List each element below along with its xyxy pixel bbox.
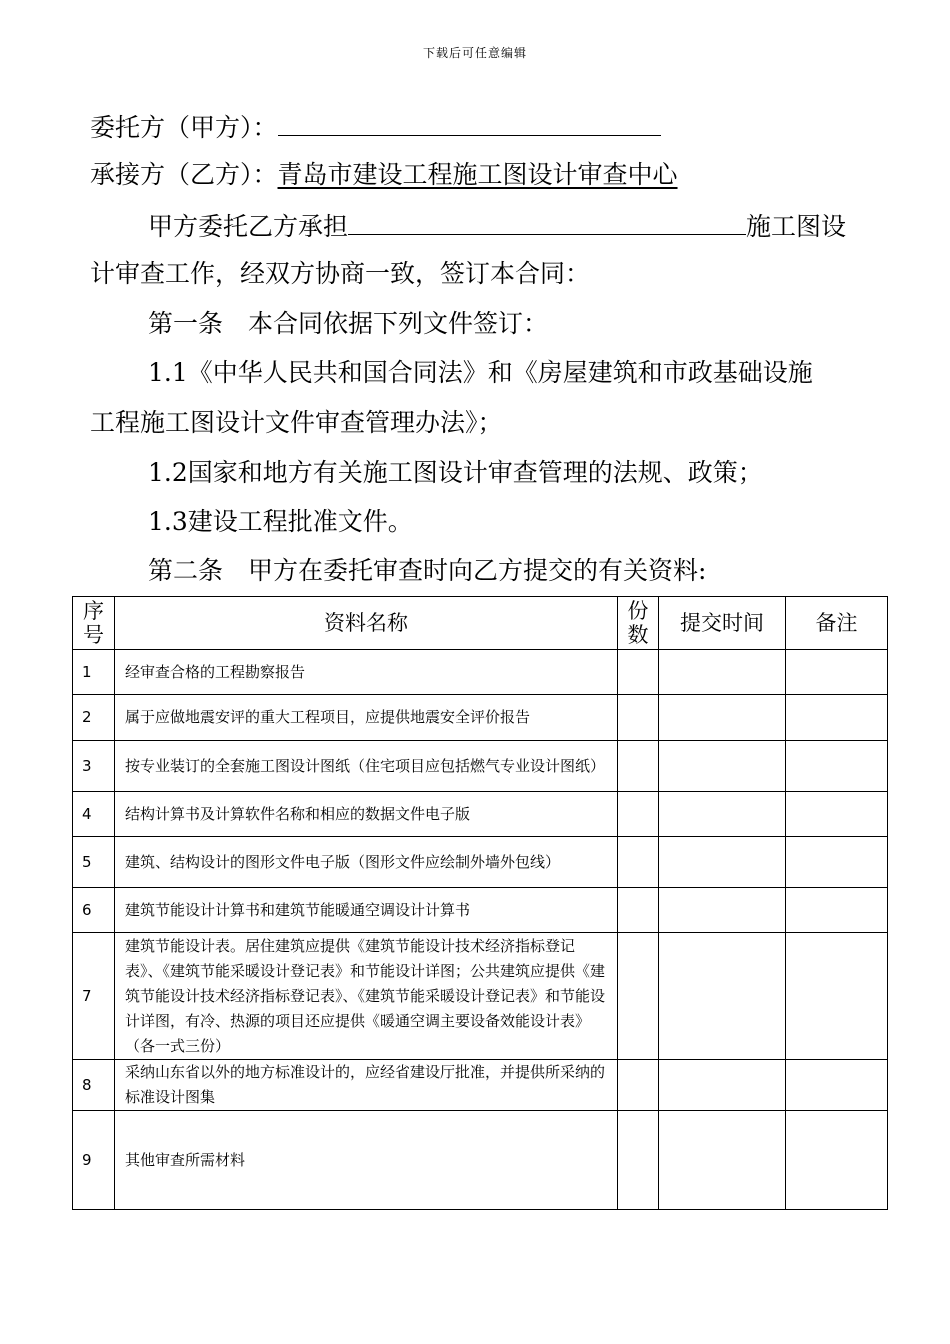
header-name: 资料名称 bbox=[115, 597, 618, 650]
project-name-blank[interactable] bbox=[348, 210, 746, 235]
table-row bbox=[73, 1060, 888, 1111]
article2-title: 第二条 甲方在委托审查时向乙方提交的有关资料: bbox=[148, 556, 707, 585]
table-row bbox=[73, 650, 888, 695]
row-time-cell[interactable] bbox=[659, 1111, 786, 1210]
row-copies-cell[interactable] bbox=[618, 1111, 659, 1210]
row-copies-cell[interactable] bbox=[618, 933, 659, 1060]
row-copies-cell[interactable] bbox=[618, 888, 659, 933]
intro-part2: 施工图设 bbox=[746, 212, 847, 241]
intro-continuation: 计审查工作，经双方协商一致，签订本合同： bbox=[90, 259, 591, 288]
table-row bbox=[73, 888, 888, 933]
item-1-1-a: 1.1《中华人民共和国合同法》和《房屋建筑和市政基础设施 bbox=[148, 358, 813, 387]
row-number: 9 bbox=[73, 1111, 115, 1210]
row-number: 7 bbox=[73, 933, 115, 1060]
intro-line bbox=[148, 210, 846, 242]
row-remark-cell[interactable] bbox=[786, 741, 888, 792]
party-b-name: 青岛市建设工程施工图设计审查中心 bbox=[277, 160, 678, 189]
row-number: 8 bbox=[73, 1060, 115, 1111]
row-time-cell[interactable] bbox=[659, 837, 786, 888]
row-remark-cell[interactable] bbox=[786, 1060, 888, 1111]
row-time-cell[interactable] bbox=[659, 933, 786, 1060]
party-a-label: 委托方（甲方）： bbox=[90, 113, 278, 142]
party-a-line bbox=[90, 111, 661, 143]
row-material-name: 采纳山东省以外的地方标准设计的，应经省建设厅批准，并提供所采纳的标准设计图集 bbox=[115, 1060, 618, 1111]
header-time: 提交时间 bbox=[659, 597, 786, 650]
header-remark: 备注 bbox=[786, 597, 888, 650]
row-number: 1 bbox=[73, 650, 115, 695]
row-material-name: 属于应做地震安评的重大工程项目，应提供地震安全评价报告 bbox=[115, 695, 618, 741]
table-row bbox=[73, 695, 888, 741]
row-material-name: 结构计算书及计算软件名称和相应的数据文件电子版 bbox=[115, 792, 618, 837]
party-b-label: 承接方（乙方）： bbox=[90, 160, 278, 189]
row-material-name: 建筑节能设计计算书和建筑节能暖通空调设计计算书 bbox=[115, 888, 618, 933]
row-time-cell[interactable] bbox=[659, 792, 786, 837]
row-time-cell[interactable] bbox=[659, 695, 786, 741]
row-remark-cell[interactable] bbox=[786, 650, 888, 695]
item-1-3: 1.3建设工程批准文件。 bbox=[148, 507, 413, 536]
row-remark-cell[interactable] bbox=[786, 888, 888, 933]
row-number: 6 bbox=[73, 888, 115, 933]
table-row bbox=[73, 741, 888, 792]
row-material-name: 建筑、结构设计的图形文件电子版（图形文件应绘制外墙外包线） bbox=[115, 837, 618, 888]
row-time-cell[interactable] bbox=[659, 888, 786, 933]
row-copies-cell[interactable] bbox=[618, 1060, 659, 1111]
row-number: 4 bbox=[73, 792, 115, 837]
intro-part1: 甲方委托乙方承担 bbox=[148, 212, 349, 241]
item-1-2: 1.2国家和地方有关施工图设计审查管理的法规、政策； bbox=[148, 458, 763, 487]
materials-table bbox=[72, 596, 888, 1210]
row-time-cell[interactable] bbox=[659, 741, 786, 792]
row-remark-cell[interactable] bbox=[786, 792, 888, 837]
row-copies-cell[interactable] bbox=[618, 837, 659, 888]
table-row bbox=[73, 933, 888, 1060]
row-copies-cell[interactable] bbox=[618, 650, 659, 695]
row-number: 5 bbox=[73, 837, 115, 888]
party-b-line bbox=[90, 160, 678, 190]
row-number: 3 bbox=[73, 741, 115, 792]
page-header-note: 下载后可任意编辑 bbox=[422, 46, 527, 60]
table-header-row bbox=[73, 597, 888, 650]
header-index: 序号 bbox=[73, 597, 115, 650]
table-row bbox=[73, 792, 888, 837]
table-row bbox=[73, 837, 888, 888]
row-remark-cell[interactable] bbox=[786, 1111, 888, 1210]
row-material-name: 建筑节能设计表。居住建筑应提供《建筑节能设计技术经济指标登记表》、《建筑节能采暖设计登记表》和节能设计详图；公共建筑应提供《建筑节能设计技术经济指标登记表》、《建筑节能采暖设计登记表》和节能设计详图，有冷、热源的项目还应提供《暖通空调主要设备效能设计表》（各一式三份） bbox=[115, 933, 618, 1060]
row-copies-cell[interactable] bbox=[618, 792, 659, 837]
row-material-name: 经审查合格的工程勘察报告 bbox=[115, 650, 618, 695]
row-time-cell[interactable] bbox=[659, 1060, 786, 1111]
party-a-blank[interactable] bbox=[278, 111, 661, 136]
row-material-name: 其他审查所需材料 bbox=[115, 1111, 618, 1210]
header-copies: 份数 bbox=[618, 597, 659, 650]
row-remark-cell[interactable] bbox=[786, 837, 888, 888]
article1-title: 第一条 本合同依据下列文件签订： bbox=[148, 309, 549, 338]
item-1-1-b: 工程施工图设计文件审查管理办法》； bbox=[90, 408, 503, 437]
row-copies-cell[interactable] bbox=[618, 695, 659, 741]
row-remark-cell[interactable] bbox=[786, 695, 888, 741]
table-row bbox=[73, 1111, 888, 1210]
row-copies-cell[interactable] bbox=[618, 741, 659, 792]
row-material-name: 按专业装订的全套施工图设计图纸（住宅项目应包括燃气专业设计图纸） bbox=[115, 741, 618, 792]
row-time-cell[interactable] bbox=[659, 650, 786, 695]
row-remark-cell[interactable] bbox=[786, 933, 888, 1060]
row-number: 2 bbox=[73, 695, 115, 741]
